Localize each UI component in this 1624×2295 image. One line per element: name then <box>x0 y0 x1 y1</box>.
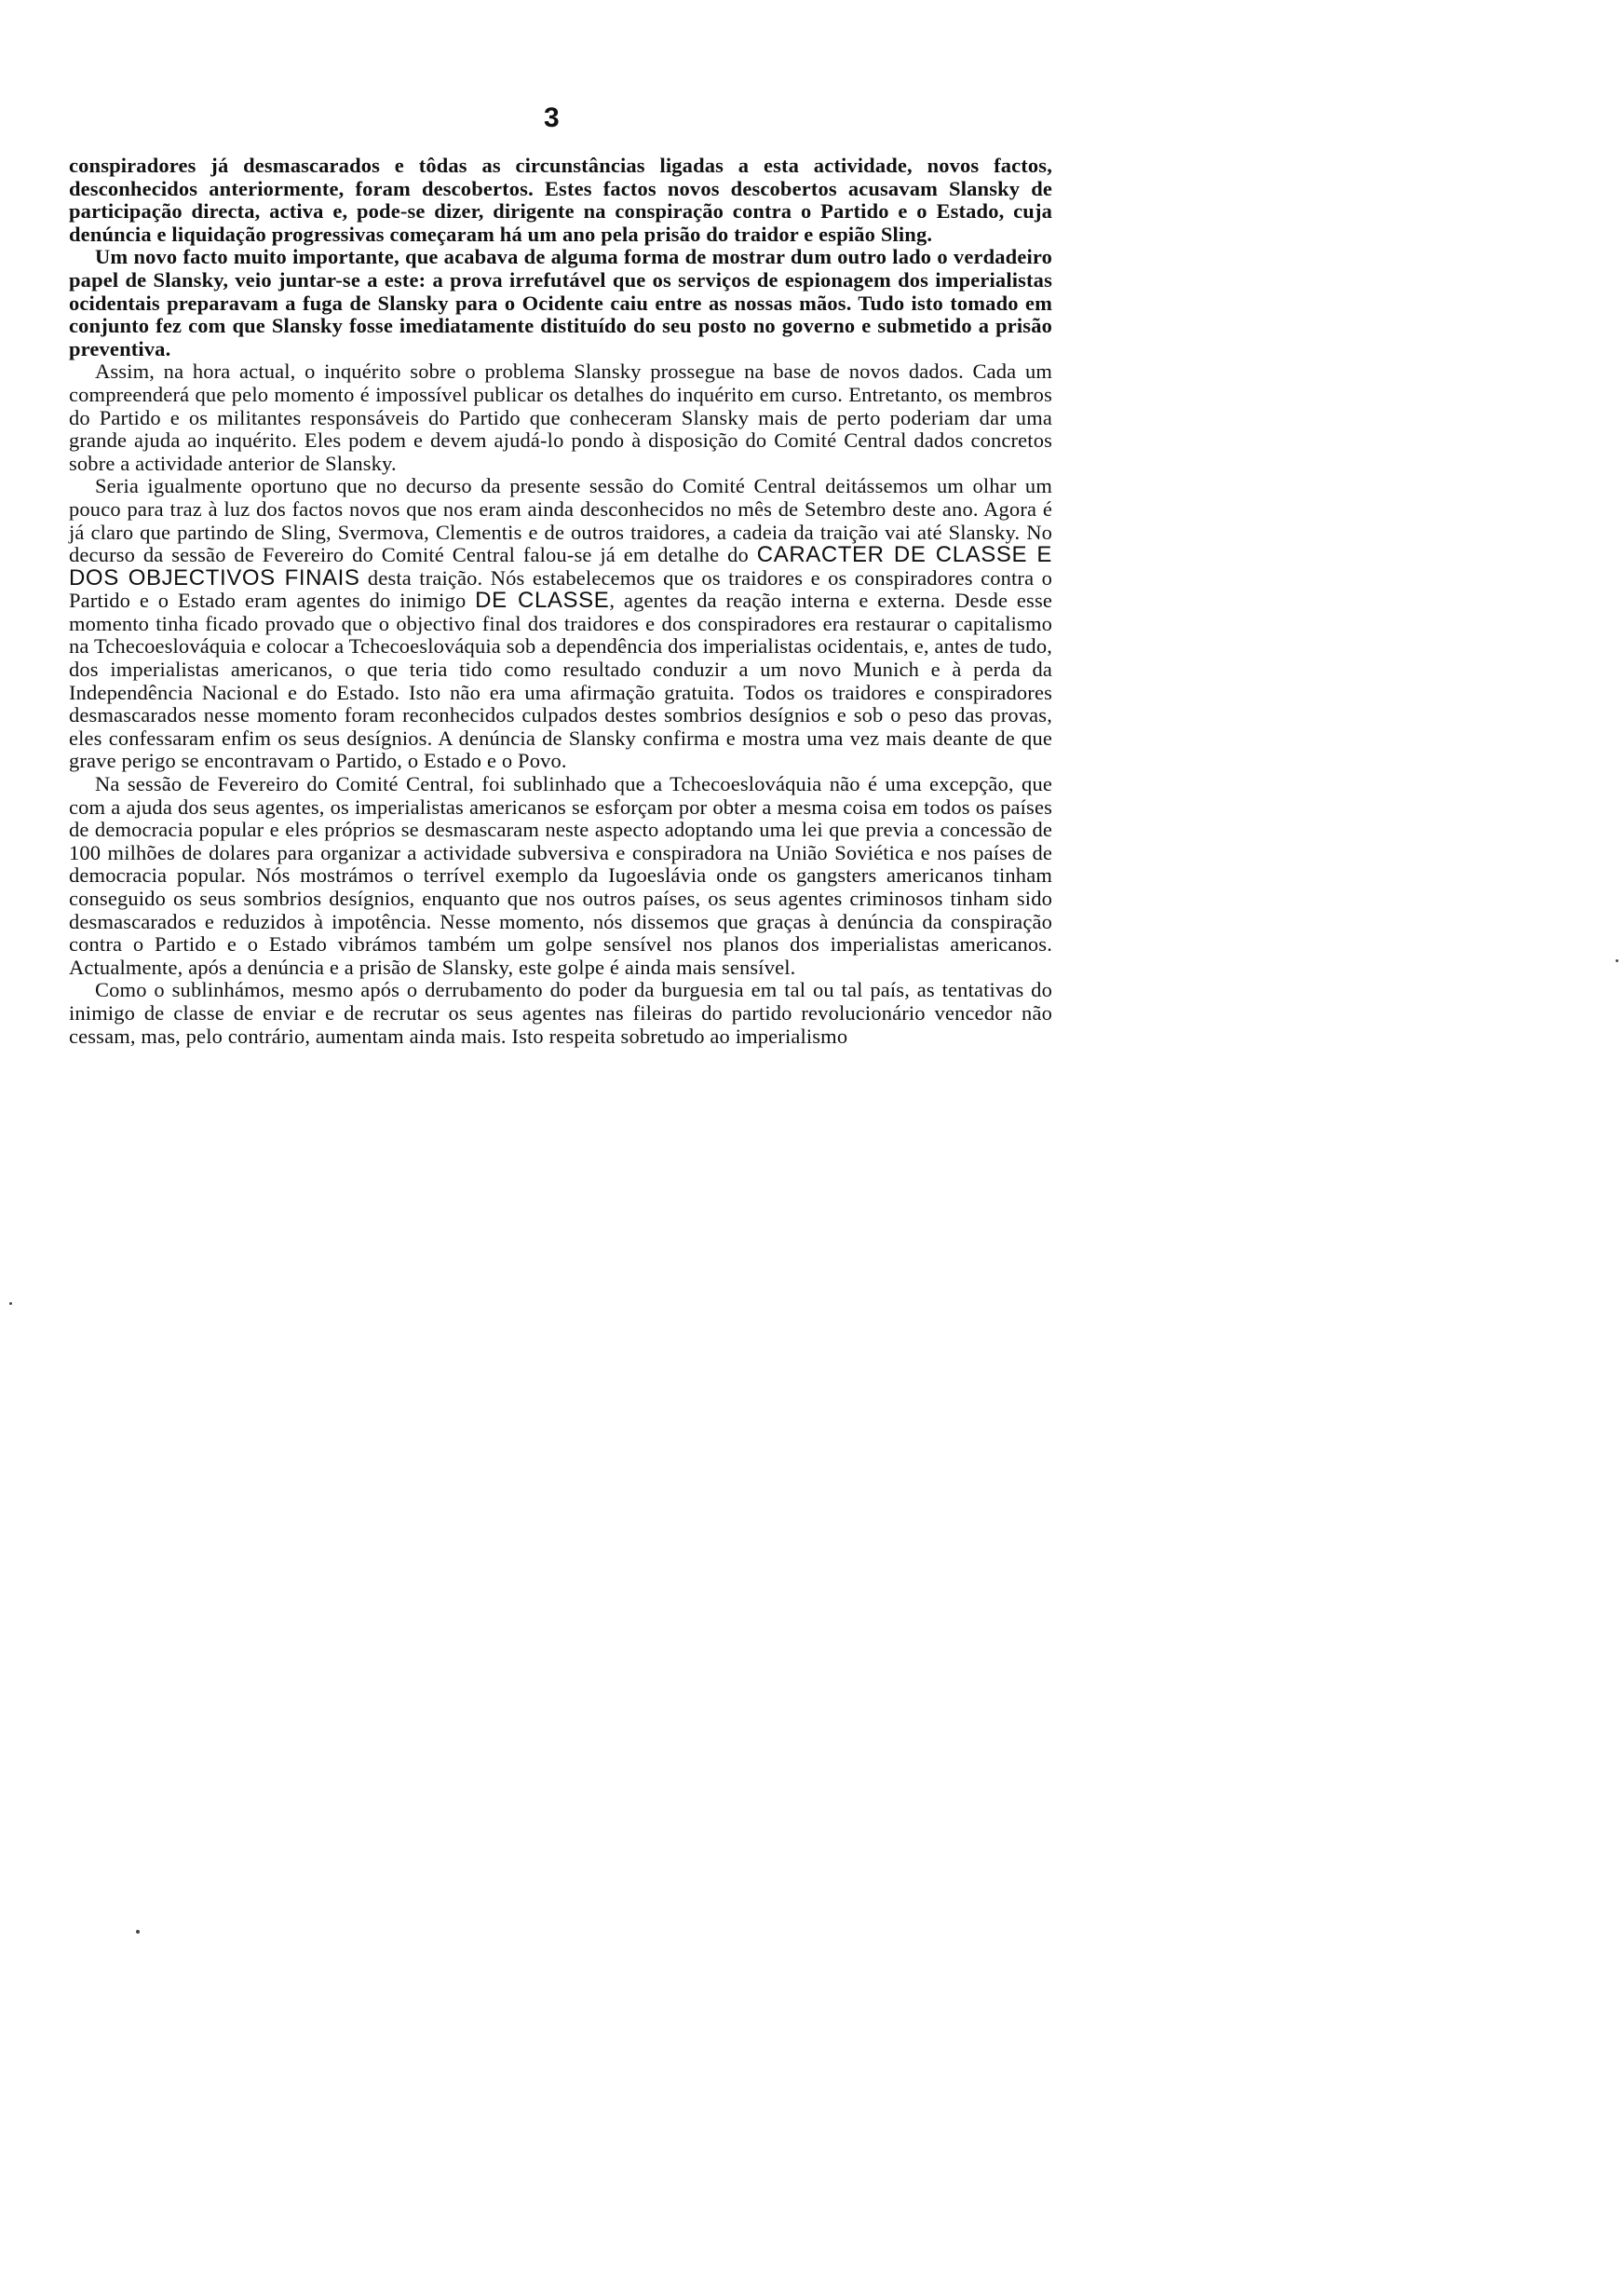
paragraph-4 <box>69 475 1052 773</box>
paragraph-5: Na sessão de Fevereiro do Comité Central, foi sublinhado que a Tchecoeslováquia não é uma excepção, que com a ajuda dos seus agentes, os imperialistas americanos se esforçam por obter a mesma coisa em todos os países de democracia popular e eles próprios se desmascaram neste aspecto adoptando uma lei que previa a concessão de 100 milhões de dolares para organizar a actividade subversiva e conspiradora na União Soviética e nos países de democracia popular. Nós mostrámos o terrível exemplo da Iugoeslávia onde os gangsters americanos tinham conseguido os seus sombrios desígnios, enquanto que nos outros países, os seus agentes criminosos tinham sido desmascarados e reduzidos à impotência. Nesse momento, nós dissemos que graças à denúncia da conspiração contra o Partido e o Estado vibrámos também um golpe sensível nos planos dos imperialistas americanos. Actualmente, após a denúncia e a prisão de Slansky, este golpe é ainda mais sensível. <box>69 772 1052 979</box>
paragraph-1: conspiradores já desmascarados e tôdas as circunstâncias ligadas a esta actividade, novos factos, desconhecidos anteriormente, foram descobertos. Estes factos novos descobertos acusavam Slansky de participação directa, activa e, pode-se dizer, dirigente na conspiração contra o Partido e o Estado, cuja denúncia e liquidação progressivas começaram há um ano pela prisão do traidor e espião Sling. <box>69 154 1052 246</box>
paragraph-4-part-2: desta traição. Nós estabelecemos que os traidores e os conspiradores contra o Partido e o Estado eram agentes do inimigo <box>69 565 1052 613</box>
paragraph-3: Assim, na hora actual, o inquérito sobre o problema Slansky prossegue na base de novos dados. Cada um compreenderá que pelo momento é impossível publicar os detalhes do inquérito em curso. Entretanto, os membros do Partido e os militantes responsáveis do Partido que conheceram Slansky mais de perto poderiam dar uma grande ajuda ao inquérito. Eles podem e devem ajudá-lo pondo à disposição do Comité Central dados concretos sobre a actividade anterior de Slansky. <box>69 360 1052 475</box>
paragraph-4-part-1: Seria igualmente oportuno que no decurso da presente sessão do Comité Central deitássemos um olhar um pouco para traz à luz dos factos novos que nos eram ainda desconhecidos no mês de Setembro deste ano. Agora é já claro que partindo de Sling, Svermova, Clementis e de outros traidores, a cadeia da traição vai até Slansky. No decurso da sessão de Fevereiro do Comité Central falou-se já em detalhe do <box>69 474 1052 567</box>
caps-emphasis-2: DE CLASSE <box>475 588 610 614</box>
paragraph-6: Como o sublinhámos, mesmo após o derrubamento do poder da burguesia em tal ou tal país, as tentativas do inimigo de classe de enviar e de recrutar os seus agentes nas fileiras do partido revolucionário vencedor não cessam, mas, pelo contrário, aumentam ainda mais. Isto respeita sobretudo ao imperialismo <box>69 978 1052 1048</box>
paragraph-2: Um novo facto muito importante, que acabava de alguma forma de mostrar dum outro lado o verdadeiro papel de Slansky, veio juntar-se a este: a prova irrefutável que os serviços de espionagem dos imperialistas ocidentais preparavam a fuga de Slansky para o Ocidente caiu entre as nossas mãos. Tudo isto tomado em conjunto fez com que Slansky fosse imediatamente distituído do seu posto no governo e submetido a prisão preventiva. <box>69 245 1052 360</box>
caps-emphasis-1: CARACTER DE CLASSE E DOS OBJECTIVOS FINAIS <box>69 542 1052 591</box>
scan-speck <box>9 1302 12 1305</box>
page-number: 3 <box>544 102 560 133</box>
body-text <box>69 155 1052 1048</box>
scan-speck <box>1616 959 1618 962</box>
scan-speck <box>136 1930 140 1934</box>
paragraph-4-part-3: , agentes da reação interna e externa. Desde esse momento tinha ficado provado que o objectivo final dos traidores e dos conspiradores era restaurar o capitalismo na Tchecoeslováquia e colocar a Tchecoeslováquia sob a dependência dos imperialistas ocidentais, e, antes de tudo, dos imperialistas americanos, o que teria tido como resultado conduzir a um novo Munich e à perda da Independência Nacional e do Estado. Isto não era uma afirmação gratuita. Todos os traidores e conspiradores desmascarados nesse momento foram reconhecidos culpados destes sombrios desígnios e sob o peso das provas, eles confessaram enfim os seus desígnios. A denúncia de Slansky confirma e mostra uma vez mais deante de que grave perigo se encontravam o Partido, o Estado e o Povo. <box>69 589 1053 773</box>
